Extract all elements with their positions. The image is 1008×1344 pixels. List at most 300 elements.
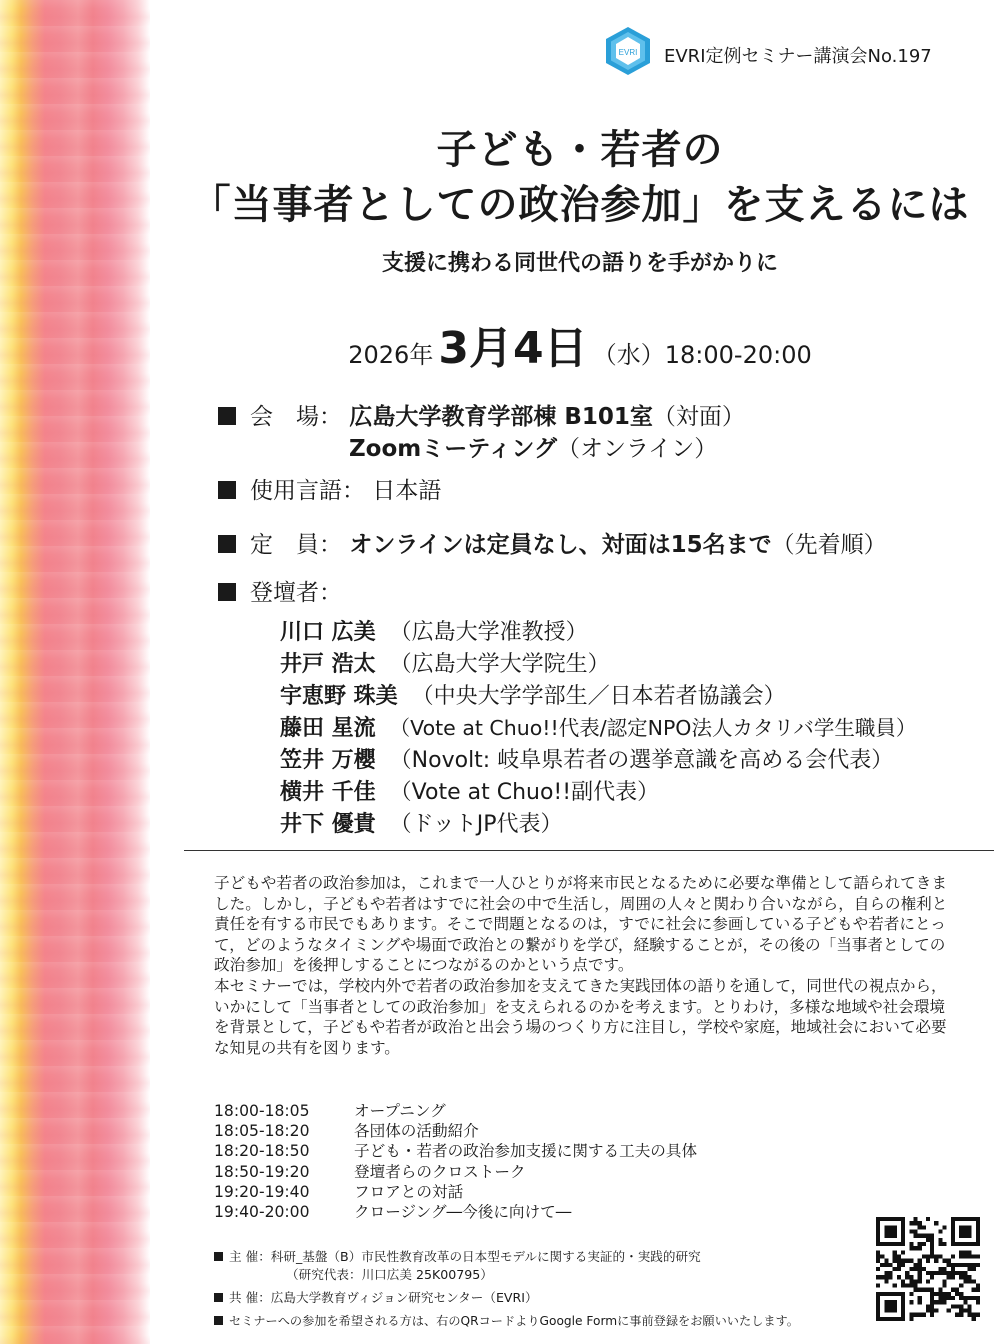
qr-module — [884, 1317, 888, 1321]
qr-module — [901, 1250, 905, 1254]
program-item: フロアとの対話 — [354, 1182, 464, 1201]
qr-module — [893, 1317, 897, 1321]
qr-module — [888, 1263, 892, 1267]
qr-module — [959, 1296, 963, 1300]
program-row — [214, 1202, 697, 1222]
qr-module — [968, 1313, 972, 1317]
qr-module — [934, 1292, 938, 1296]
qr-module — [968, 1229, 972, 1233]
qr-module — [897, 1259, 901, 1263]
qr-module — [976, 1300, 980, 1304]
speaker-name: 笠井 万櫻 — [280, 748, 376, 773]
qr-module — [951, 1234, 955, 1238]
qr-module — [922, 1234, 926, 1238]
qr-module — [918, 1271, 922, 1275]
qr-module — [963, 1263, 967, 1267]
qr-module — [968, 1250, 972, 1254]
qr-module — [876, 1275, 880, 1279]
qr-module — [876, 1242, 880, 1246]
qr-module — [893, 1292, 897, 1296]
qr-module — [893, 1304, 897, 1308]
qr-module — [959, 1263, 963, 1267]
qr-module — [972, 1296, 976, 1300]
qr-module — [959, 1304, 963, 1308]
speaker-name: 藤田 星流 — [280, 716, 376, 741]
subtitle: 支援に携わる同世代の語りを手がかりに — [381, 251, 778, 276]
qr-module — [963, 1229, 967, 1233]
program-schedule — [214, 1101, 697, 1222]
qr-module — [876, 1300, 880, 1304]
qr-module — [963, 1296, 967, 1300]
qr-module — [918, 1246, 922, 1250]
qr-module — [968, 1275, 972, 1279]
qr-module — [922, 1288, 926, 1292]
qr-module — [884, 1217, 888, 1221]
qr-module — [955, 1271, 959, 1275]
title-line-2: 「当事者としての政治参加」を支えるには — [190, 182, 970, 228]
qr-module — [959, 1309, 963, 1313]
qr-module — [884, 1271, 888, 1275]
qr-module — [893, 1254, 897, 1258]
qr-module — [909, 1313, 913, 1317]
qr-module — [918, 1296, 922, 1300]
qr-module — [959, 1225, 963, 1229]
qr-module — [876, 1292, 880, 1296]
program-row — [214, 1121, 697, 1141]
qr-module — [888, 1234, 892, 1238]
qr-module — [930, 1296, 934, 1300]
divider — [184, 850, 994, 851]
qr-module — [951, 1267, 955, 1271]
qr-module — [976, 1263, 980, 1267]
qr-module — [963, 1275, 967, 1279]
qr-module — [951, 1275, 955, 1279]
qr-module — [901, 1234, 905, 1238]
qr-module — [901, 1292, 905, 1296]
cosponsor-text: 共 催：広島大学教育ヴィジョン研究センター（EVRI） — [229, 1290, 538, 1305]
registration-line — [214, 1312, 799, 1329]
qr-module — [930, 1234, 934, 1238]
qr-module — [897, 1242, 901, 1246]
program-row — [214, 1182, 697, 1202]
qr-module — [963, 1279, 967, 1283]
qr-module — [976, 1242, 980, 1246]
qr-module — [901, 1309, 905, 1313]
qr-module — [922, 1313, 926, 1317]
speaker-affiliation: （Novolt: 岐阜県若者の選挙意識を高める会代表） — [389, 748, 894, 773]
qr-module — [972, 1254, 976, 1258]
program-item: 子ども・若者の政治参加支援に関する工夫の具体 — [354, 1142, 698, 1161]
language-label: 使用言語： — [250, 478, 365, 504]
qr-module — [959, 1242, 963, 1246]
speaker-affiliation: （中央大学学部生／日本若者協議会） — [411, 684, 786, 709]
qr-module — [901, 1304, 905, 1308]
speaker-affiliation: （Vote at Chuo!!代表/認定NPO法人カタリバ学生職員） — [389, 716, 917, 740]
qr-module — [926, 1238, 930, 1242]
speaker-affiliation: （ドットJP代表） — [389, 812, 563, 837]
qr-module — [959, 1284, 963, 1288]
qr-module — [938, 1229, 942, 1233]
qr-module — [963, 1234, 967, 1238]
qr-module — [930, 1246, 934, 1250]
qr-module — [909, 1300, 913, 1304]
qr-module — [901, 1238, 905, 1242]
qr-module — [968, 1217, 972, 1221]
sponsor-rep: （研究代表：川口広美 25K00795） — [286, 1267, 493, 1282]
program-time: 18:20-18:50 — [214, 1142, 310, 1161]
qr-module — [909, 1242, 913, 1246]
qr-module — [951, 1225, 955, 1229]
qr-module — [959, 1234, 963, 1238]
event-date — [160, 312, 1000, 376]
qr-module — [876, 1267, 880, 1271]
qr-module — [963, 1300, 967, 1304]
program-time: 18:50-19:20 — [214, 1162, 310, 1181]
qr-module — [888, 1317, 892, 1321]
description-paragraph: 本セミナーでは，学校内外で若者の政治参加を支えてきた実践団体の語りを通して，同世代の視点から，いかにして「当事者としての政治参加」を支えられるのかを考えます。とりわけ，多様な地域や社会環境を背景として，子どもや若者が政治と出会う場のつくり方に注目し，学校や家庭，地域社会において必要な知見の共有を図ります。 — [214, 976, 947, 1057]
qr-module — [938, 1242, 942, 1246]
qr-module — [909, 1246, 913, 1250]
qr-module — [876, 1234, 880, 1238]
qr-module — [943, 1284, 947, 1288]
qr-module — [922, 1267, 926, 1271]
qr-module — [938, 1288, 942, 1292]
qr-module — [976, 1217, 980, 1221]
qr-module — [901, 1296, 905, 1300]
qr-module — [893, 1309, 897, 1313]
qr-module — [930, 1254, 934, 1258]
qr-module — [963, 1217, 967, 1221]
venue-online: Zoomミーティング — [349, 436, 557, 462]
qr-module — [884, 1242, 888, 1246]
qr-module — [884, 1229, 888, 1233]
qr-module — [922, 1242, 926, 1246]
qr-module — [930, 1271, 934, 1275]
qr-module — [959, 1271, 963, 1275]
qr-module — [972, 1217, 976, 1221]
qr-module — [951, 1271, 955, 1275]
qr-module — [888, 1292, 892, 1296]
qr-module — [913, 1313, 917, 1317]
qr-module — [876, 1229, 880, 1233]
qr-module — [938, 1267, 942, 1271]
qr-module — [905, 1271, 909, 1275]
qr-module — [876, 1217, 880, 1221]
qr-module — [926, 1234, 930, 1238]
qr-module — [918, 1221, 922, 1225]
qr-module — [963, 1309, 967, 1313]
qr-module — [876, 1309, 880, 1313]
qr-module — [918, 1267, 922, 1271]
qr-module — [893, 1250, 897, 1254]
qr-module — [926, 1254, 930, 1258]
qr-module — [951, 1221, 955, 1225]
bullet-square-icon — [218, 535, 236, 553]
qr-module — [930, 1309, 934, 1313]
qr-module — [880, 1317, 884, 1321]
qr-module — [943, 1292, 947, 1296]
program-item: クロージング―今後に向けて― — [354, 1203, 572, 1222]
qr-module — [909, 1275, 913, 1279]
qr-module — [909, 1259, 913, 1263]
qr-module — [959, 1254, 963, 1258]
qr-module — [909, 1267, 913, 1271]
qr-module — [951, 1296, 955, 1300]
qr-module — [951, 1254, 955, 1258]
qr-module — [897, 1267, 901, 1271]
qr-module — [884, 1292, 888, 1296]
logo-text: EVRI — [618, 48, 638, 57]
qr-module — [913, 1234, 917, 1238]
qr-module — [968, 1304, 972, 1308]
qr-module — [876, 1259, 880, 1263]
qr-module — [880, 1263, 884, 1267]
venue-room: 広島大学教育学部棟 B101室 — [349, 404, 653, 430]
qr-module — [976, 1229, 980, 1233]
qr-module — [884, 1234, 888, 1238]
qr-module — [947, 1271, 951, 1275]
qr-module — [934, 1300, 938, 1304]
qr-module — [938, 1300, 942, 1304]
qr-module — [963, 1250, 967, 1254]
qr-module — [955, 1288, 959, 1292]
qr-module — [943, 1225, 947, 1229]
speaker-affiliation: （Vote at Chuo!!副代表） — [389, 780, 660, 805]
qr-module — [884, 1304, 888, 1308]
language-row — [218, 472, 441, 505]
qr-module — [968, 1234, 972, 1238]
qr-module — [926, 1217, 930, 1221]
qr-module — [909, 1284, 913, 1288]
qr-module — [918, 1263, 922, 1267]
qr-module — [938, 1254, 942, 1258]
qr-module — [976, 1221, 980, 1225]
program-row — [214, 1101, 697, 1121]
venue-online-row — [349, 430, 717, 463]
title-line-1: 子ども・若者の — [436, 127, 724, 173]
qr-module — [913, 1284, 917, 1288]
qr-module — [959, 1313, 963, 1317]
qr-module — [913, 1229, 917, 1233]
qr-module — [943, 1296, 947, 1300]
speaker-item — [280, 743, 893, 774]
qr-module — [930, 1292, 934, 1296]
qr-module — [951, 1217, 955, 1221]
qr-module — [959, 1292, 963, 1296]
language-value: 日本語 — [372, 478, 442, 504]
qr-module — [968, 1254, 972, 1258]
qr-module — [930, 1304, 934, 1308]
program-item: 各団体の活動紹介 — [354, 1122, 479, 1141]
qr-module — [930, 1288, 934, 1292]
qr-module — [938, 1238, 942, 1242]
qr-module — [901, 1317, 905, 1321]
speaker-affiliation: （広島大学准教授） — [389, 620, 588, 645]
qr-module — [918, 1279, 922, 1283]
sponsor-text: 主 催：科研_基盤（B）市民性教育改革の日本型モデルに関する実証的・実践的研究 — [229, 1249, 701, 1264]
qr-module — [893, 1217, 897, 1221]
qr-module — [972, 1263, 976, 1267]
qr-module — [955, 1217, 959, 1221]
qr-module — [901, 1221, 905, 1225]
program-time: 19:40-20:00 — [214, 1203, 310, 1222]
speaker-item — [280, 647, 610, 678]
program-item: オープニング — [354, 1102, 446, 1120]
speaker-item — [280, 807, 563, 838]
qr-module — [893, 1267, 897, 1271]
qr-module — [976, 1284, 980, 1288]
speaker-affiliation: （広島大学大学院生） — [389, 652, 610, 677]
qr-module — [884, 1225, 888, 1229]
qr-module — [943, 1279, 947, 1283]
seminar-series-label: EVRI定例セミナー講演会No.197 — [664, 46, 932, 67]
qr-module — [893, 1234, 897, 1238]
qr-module — [918, 1300, 922, 1304]
qr-module — [976, 1234, 980, 1238]
qr-module — [976, 1296, 980, 1300]
qr-code-icon[interactable] — [876, 1217, 980, 1321]
qr-module — [955, 1304, 959, 1308]
qr-module — [972, 1317, 976, 1321]
qr-module — [930, 1313, 934, 1317]
qr-module — [913, 1288, 917, 1292]
date-year: 2026年 — [348, 341, 434, 369]
bullet-square-icon — [214, 1293, 223, 1302]
speaker-name: 横井 千佳 — [280, 780, 376, 805]
qr-module — [913, 1279, 917, 1283]
program-row — [214, 1141, 697, 1161]
qr-module — [901, 1217, 905, 1221]
bullet-square-icon — [218, 481, 236, 499]
qr-module — [884, 1309, 888, 1313]
qr-module — [888, 1300, 892, 1304]
qr-module — [955, 1242, 959, 1246]
qr-module — [888, 1309, 892, 1313]
qr-module — [951, 1263, 955, 1267]
qr-module — [876, 1221, 880, 1225]
qr-module — [893, 1259, 897, 1263]
evri-logo — [604, 26, 652, 76]
qr-module — [947, 1296, 951, 1300]
qr-module — [876, 1250, 880, 1254]
qr-module — [972, 1242, 976, 1246]
qr-module — [947, 1309, 951, 1313]
qr-module — [901, 1313, 905, 1317]
qr-module — [884, 1300, 888, 1304]
qr-module — [943, 1300, 947, 1304]
program-time: 19:20-19:40 — [214, 1182, 310, 1201]
qr-module — [951, 1229, 955, 1233]
qr-module — [963, 1254, 967, 1258]
qr-module — [943, 1242, 947, 1246]
qr-module — [897, 1217, 901, 1221]
qr-module — [918, 1313, 922, 1317]
qr-module — [893, 1300, 897, 1304]
qr-module — [930, 1275, 934, 1279]
sponsor-line — [214, 1246, 701, 1265]
qr-module — [893, 1225, 897, 1229]
qr-module — [951, 1242, 955, 1246]
qr-module — [934, 1259, 938, 1263]
qr-module — [963, 1225, 967, 1229]
qr-module — [909, 1279, 913, 1283]
qr-module — [893, 1242, 897, 1246]
speaker-name: 宇恵野 珠美 — [280, 684, 398, 709]
qr-module — [888, 1229, 892, 1233]
qr-module — [947, 1263, 951, 1267]
qr-module — [972, 1267, 976, 1271]
qr-module — [955, 1313, 959, 1317]
qr-module — [897, 1317, 901, 1321]
cosponsor-line — [214, 1287, 538, 1306]
qr-module — [943, 1267, 947, 1271]
qr-module — [909, 1317, 913, 1321]
speakers-heading — [218, 574, 342, 607]
date-day: 3月4日 — [438, 323, 588, 374]
registration-text: セミナーへの参加を希望される方は、右のQRコードよりGoogle Formに事前登録をお願いいたします。 — [229, 1314, 799, 1328]
qr-module — [972, 1313, 976, 1317]
qr-module — [893, 1284, 897, 1288]
venue-label: 会 場： — [250, 404, 342, 430]
qr-module — [934, 1309, 938, 1313]
qr-module — [934, 1271, 938, 1275]
qr-module — [926, 1279, 930, 1283]
qr-module — [926, 1271, 930, 1275]
capacity-value: オンラインは定員なし、対面は15名まで — [349, 532, 772, 558]
decorative-watercolor-stripe — [0, 0, 150, 1344]
qr-module — [884, 1275, 888, 1279]
qr-module — [976, 1238, 980, 1242]
qr-module — [901, 1242, 905, 1246]
qr-module — [901, 1284, 905, 1288]
bullet-square-icon — [214, 1252, 223, 1261]
qr-module — [901, 1263, 905, 1267]
qr-module — [901, 1279, 905, 1283]
venue-room-note: （対面） — [652, 404, 745, 430]
qr-module — [876, 1317, 880, 1321]
speaker-item — [280, 679, 786, 710]
bullet-square-icon — [218, 583, 236, 601]
qr-module — [918, 1275, 922, 1279]
qr-module — [909, 1292, 913, 1296]
qr-module — [913, 1217, 917, 1221]
qr-module — [951, 1288, 955, 1292]
qr-module — [968, 1263, 972, 1267]
qr-module — [918, 1225, 922, 1229]
qr-module — [909, 1221, 913, 1225]
qr-module — [909, 1229, 913, 1233]
venue-online-note: （オンライン） — [556, 436, 718, 462]
qr-module — [947, 1275, 951, 1279]
qr-module — [930, 1300, 934, 1304]
qr-module — [930, 1242, 934, 1246]
qr-module — [955, 1263, 959, 1267]
qr-module — [926, 1259, 930, 1263]
qr-module — [913, 1221, 917, 1225]
qr-module — [901, 1300, 905, 1304]
qr-module — [972, 1288, 976, 1292]
qr-module — [913, 1263, 917, 1267]
qr-module — [888, 1275, 892, 1279]
qr-module — [897, 1292, 901, 1296]
qr-module — [938, 1271, 942, 1275]
speaker-item — [280, 775, 659, 806]
qr-module — [968, 1267, 972, 1271]
qr-module — [884, 1259, 888, 1263]
qr-module — [876, 1238, 880, 1242]
qr-module — [926, 1288, 930, 1292]
qr-code-graphic — [876, 1217, 980, 1321]
